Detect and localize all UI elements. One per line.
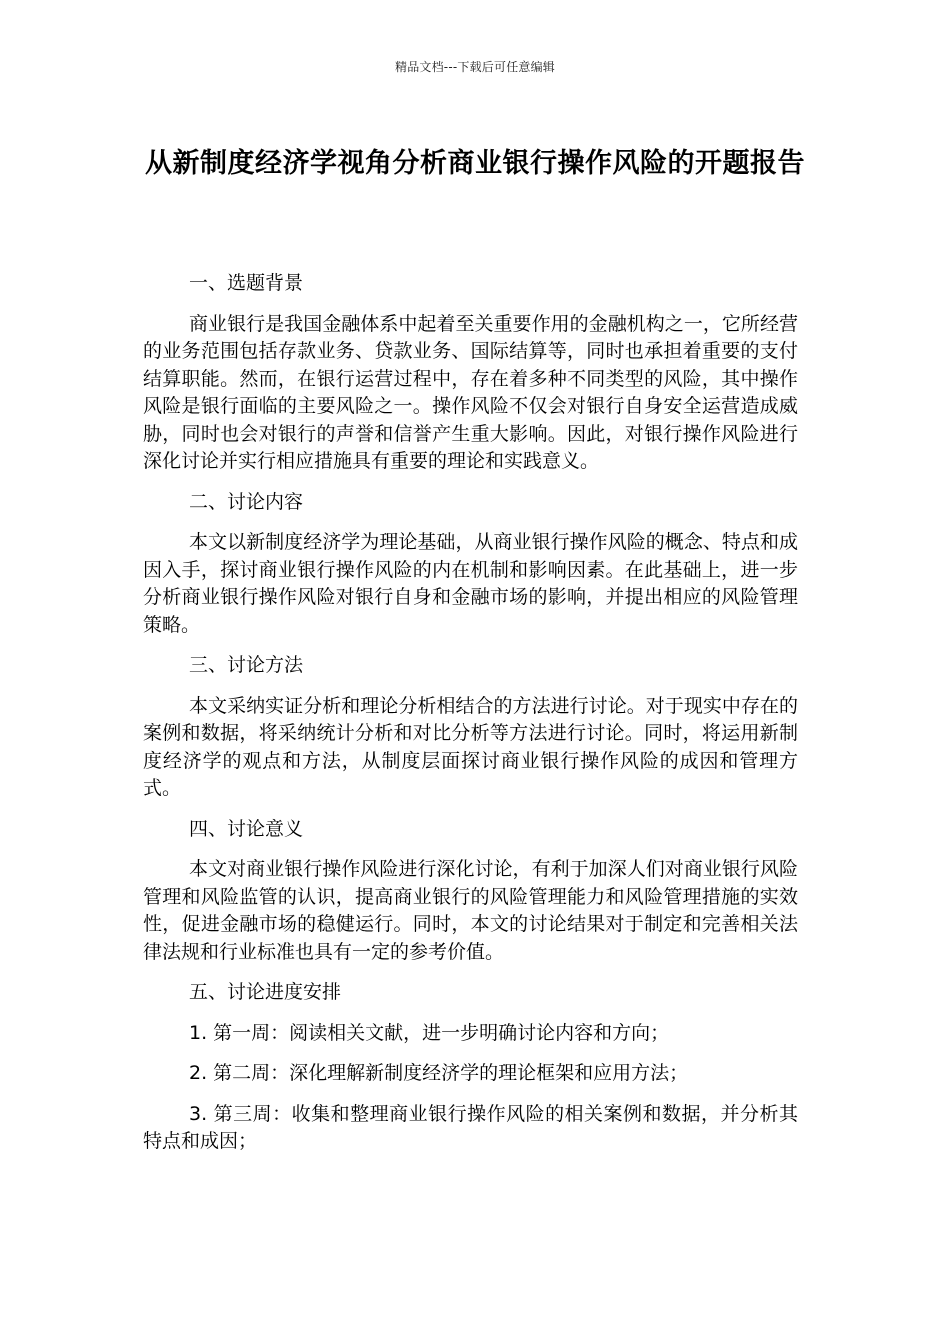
document-body — [143, 270, 798, 1169]
schedule-item: 1. 第一周：阅读相关文献，进一步明确讨论内容和方向； — [189, 1021, 670, 1044]
section-heading: 二、讨论内容 — [189, 490, 304, 513]
section-heading: 一、选题背景 — [189, 272, 304, 294]
section-heading: 四、讨论意义 — [189, 817, 304, 840]
page-header: 精品文档---下载后可任意编辑 — [395, 60, 555, 74]
paragraph: 本文对商业银行操作风险进行深化讨论，有利于加深人们对商业银行风险管理和风险监管的认识，提高商业银行的风险管理能力和风险管理措施的实效性，促进金融市场的稳健运行。同时，本文的讨论结果对于制定和完善相关法律法规和行业标准也具有一定的参考价值。 — [143, 858, 798, 963]
section-heading: 三、讨论方法 — [189, 654, 304, 676]
paragraph: 本文以新制度经济学为理论基础，从商业银行操作风险的概念、特点和成因入手，探讨商业银行操作风险的内在机制和影响因素。在此基础上，进一步分析商业银行操作风险对银行自身和金融市场的影响，并提出相应的风险管理策略。 — [143, 531, 798, 636]
document-title: 从新制度经济学视角分析商业银行操作风险的开题报告 — [145, 148, 805, 179]
paragraph: 商业银行是我国金融体系中起着至关重要作用的金融机构之一，它所经营的业务范围包括存款业务、贷款业务、国际结算等，同时也承担着重要的支付结算职能。然而，在银行运营过程中，存在着多种不同类型的风险，其中操作风险是银行面临的主要风险之一。操作风险不仅会对银行自身安全运营造成威胁，同时也会对银行的声誉和信誉产生重大影响。因此，对银行操作风险进行深化讨论并实行相应措施具有重要的理论和实践意义。 — [143, 312, 798, 472]
schedule-item: 2. 第二周：深化理解新制度经济学的理论框架和应用方法； — [189, 1062, 689, 1084]
paragraph: 本文采纳实证分析和理论分析相结合的方法进行讨论。对于现实中存在的案例和数据，将采纳统计分析和对比分析等方法进行讨论。同时，将运用新制度经济学的观点和方法，从制度层面探讨商业银行操作风险的成因和管理方式。 — [143, 694, 798, 799]
schedule-item: 3. 第三周：收集和整理商业银行操作风险的相关案例和数据，并分析其特点和成因； — [143, 1102, 798, 1152]
section-heading: 五、讨论进度安排 — [189, 981, 342, 1003]
